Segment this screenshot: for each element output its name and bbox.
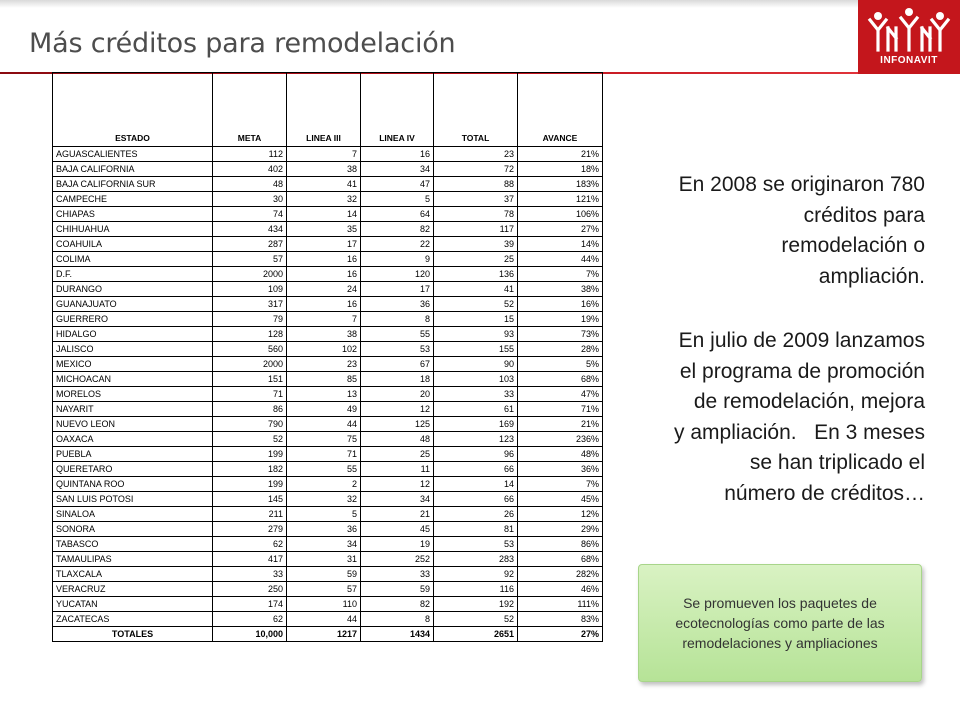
cell-avance: 73% [518, 327, 603, 342]
cell-linea-iii: 85 [287, 372, 361, 387]
cell-total: 93 [434, 327, 518, 342]
cell-meta: 112 [213, 147, 287, 162]
cell-linea-iv: 17 [361, 282, 434, 297]
cell-estado: MORELOS [53, 387, 213, 402]
cell-estado: TAMAULIPAS [53, 552, 213, 567]
cell-total: 123 [434, 432, 518, 447]
table-header-row [53, 73, 603, 147]
cell-linea-iv: 36 [361, 297, 434, 312]
cell-estado: SONORA [53, 522, 213, 537]
cell-total: 14 [434, 477, 518, 492]
cell-linea-iv: 33 [361, 567, 434, 582]
cell-estado: GUANAJUATO [53, 297, 213, 312]
table-row [53, 207, 603, 222]
cell-total: 52 [434, 612, 518, 627]
table-row [53, 462, 603, 477]
cell-avance: 71% [518, 402, 603, 417]
table-row [53, 552, 603, 567]
cell-estado: BAJA CALIFORNIA SUR [53, 177, 213, 192]
table-row [53, 282, 603, 297]
cell-linea-iii: 34 [287, 537, 361, 552]
cell-linea-iv: 34 [361, 162, 434, 177]
cell-estado: GUERRERO [53, 312, 213, 327]
cell-linea-iii: 31 [287, 552, 361, 567]
cell-avance: 83% [518, 612, 603, 627]
cell-meta: 30 [213, 192, 287, 207]
house-people-icon [858, 6, 960, 58]
totals-avance: 27% [518, 627, 603, 642]
cell-avance: 16% [518, 297, 603, 312]
cell-estado: HIDALGO [53, 327, 213, 342]
cell-total: 33 [434, 387, 518, 402]
cell-avance: 121% [518, 192, 603, 207]
cell-linea-iv: 19 [361, 537, 434, 552]
cell-linea-iii: 7 [287, 312, 361, 327]
cell-linea-iv: 11 [361, 462, 434, 477]
cell-linea-iii: 16 [287, 267, 361, 282]
totals-label: TOTALES [53, 627, 213, 642]
cell-avance: 48% [518, 447, 603, 462]
cell-total: 78 [434, 207, 518, 222]
note-line: remodelaciones y ampliaciones [682, 635, 878, 651]
cell-linea-iii: 44 [287, 612, 361, 627]
cell-linea-iv: 8 [361, 612, 434, 627]
cell-linea-iv: 18 [361, 372, 434, 387]
cell-avance: 14% [518, 237, 603, 252]
cell-meta: 199 [213, 447, 287, 462]
cell-total: 117 [434, 222, 518, 237]
cell-linea-iii: 57 [287, 582, 361, 597]
cell-estado: COAHUILA [53, 237, 213, 252]
cell-avance: 18% [518, 162, 603, 177]
note-line: Se promueven los paquetes de [683, 595, 877, 611]
cell-estado: MEXICO [53, 357, 213, 372]
cell-linea-iii: 5 [287, 507, 361, 522]
cell-total: 81 [434, 522, 518, 537]
text-line: y ampliación. En 3 meses [674, 420, 925, 444]
cell-linea-iv: 48 [361, 432, 434, 447]
cell-linea-iv: 16 [361, 147, 434, 162]
cell-estado: SINALOA [53, 507, 213, 522]
cell-total: 41 [434, 282, 518, 297]
cell-linea-iii: 23 [287, 357, 361, 372]
cell-linea-iv: 59 [361, 582, 434, 597]
cell-avance: 5% [518, 357, 603, 372]
cell-linea-iii: 24 [287, 282, 361, 297]
cell-linea-iii: 32 [287, 192, 361, 207]
cell-meta: 151 [213, 372, 287, 387]
text-line: el programa de promoción [679, 359, 925, 383]
table-row [53, 357, 603, 372]
cell-total: 37 [434, 192, 518, 207]
note-line: ecotecnologías como parte de las [675, 615, 885, 631]
cell-meta: 790 [213, 417, 287, 432]
cell-total: 88 [434, 177, 518, 192]
cell-linea-iii: 13 [287, 387, 361, 402]
cell-meta: 250 [213, 582, 287, 597]
cell-linea-iii: 38 [287, 327, 361, 342]
table-row [53, 432, 603, 447]
cell-linea-iii: 102 [287, 342, 361, 357]
cell-linea-iv: 20 [361, 387, 434, 402]
cell-total: 66 [434, 492, 518, 507]
totals-linea-iii: 1217 [287, 627, 361, 642]
cell-avance: 86% [518, 537, 603, 552]
cell-avance: 236% [518, 432, 603, 447]
cell-meta: 48 [213, 177, 287, 192]
cell-meta: 317 [213, 297, 287, 312]
cell-total: 61 [434, 402, 518, 417]
cell-linea-iii: 2 [287, 477, 361, 492]
cell-meta: 434 [213, 222, 287, 237]
cell-total: 66 [434, 462, 518, 477]
cell-estado: DURANGO [53, 282, 213, 297]
cell-avance: 46% [518, 582, 603, 597]
text-line: de remodelación, mejora [693, 390, 925, 413]
cell-linea-iv: 125 [361, 417, 434, 432]
cell-meta: 2000 [213, 267, 287, 282]
cell-avance: 36% [518, 462, 603, 477]
cell-avance: 7% [518, 267, 603, 282]
cell-meta: 79 [213, 312, 287, 327]
cell-total: 90 [434, 357, 518, 372]
cell-estado: ZACATECAS [53, 612, 213, 627]
table-row [53, 252, 603, 267]
cell-total: 53 [434, 537, 518, 552]
paragraph-2009 [608, 326, 925, 509]
cell-meta: 287 [213, 237, 287, 252]
cell-linea-iii: 16 [287, 252, 361, 267]
header-total: TOTAL [434, 73, 518, 147]
cell-linea-iii: 55 [287, 462, 361, 477]
header-estado: ESTADO [53, 73, 213, 147]
cell-linea-iv: 8 [361, 312, 434, 327]
cell-linea-iv: 5 [361, 192, 434, 207]
cell-estado: PUEBLA [53, 447, 213, 462]
cell-linea-iii: 14 [287, 207, 361, 222]
table-row [53, 147, 603, 162]
cell-estado: BAJA CALIFORNIA [53, 162, 213, 177]
cell-estado: AGUASCALIENTES [53, 147, 213, 162]
text-line: En 2008 se originaron 780 [678, 173, 925, 196]
cell-estado: SAN LUIS POTOSI [53, 492, 213, 507]
table-row [53, 447, 603, 462]
cell-total: 96 [434, 447, 518, 462]
text-line: ampliación. [818, 264, 925, 288]
cell-linea-iv: 252 [361, 552, 434, 567]
cell-estado: D.F. [53, 267, 213, 282]
cell-linea-iv: 9 [361, 252, 434, 267]
header-avance: AVANCE [518, 73, 603, 147]
table-row [53, 597, 603, 612]
cell-avance: 21% [518, 417, 603, 432]
cell-linea-iv: 25 [361, 447, 434, 462]
table-row [53, 237, 603, 252]
table-row [53, 192, 603, 207]
cell-estado: YUCATAN [53, 597, 213, 612]
cell-linea-iii: 41 [287, 177, 361, 192]
infonavit-logo [858, 0, 960, 74]
page-title: Más créditos para remodelación [29, 28, 456, 59]
totals-linea-iv: 1434 [361, 627, 434, 642]
table-row [53, 612, 603, 627]
table-row [53, 477, 603, 492]
cell-total: 169 [434, 417, 518, 432]
cell-meta: 57 [213, 252, 287, 267]
cell-meta: 62 [213, 612, 287, 627]
cell-estado: QUINTANA ROO [53, 477, 213, 492]
cell-linea-iv: 12 [361, 477, 434, 492]
cell-avance: 27% [518, 222, 603, 237]
table-row [53, 327, 603, 342]
cell-avance: 45% [518, 492, 603, 507]
cell-total: 26 [434, 507, 518, 522]
table-row [53, 342, 603, 357]
cell-linea-iii: 36 [287, 522, 361, 537]
cell-avance: 68% [518, 372, 603, 387]
cell-meta: 402 [213, 162, 287, 177]
cell-total: 39 [434, 237, 518, 252]
title-bar [0, 0, 960, 80]
cell-avance: 282% [518, 567, 603, 582]
text-line: remodelación o [781, 234, 925, 257]
cell-meta: 128 [213, 327, 287, 342]
cell-meta: 417 [213, 552, 287, 567]
table-row [53, 162, 603, 177]
cell-avance: 111% [518, 597, 603, 612]
cell-meta: 109 [213, 282, 287, 297]
cell-linea-iii: 17 [287, 237, 361, 252]
cell-linea-iii: 49 [287, 402, 361, 417]
cell-avance: 68% [518, 552, 603, 567]
text-line: créditos para [803, 203, 925, 227]
cell-total: 192 [434, 597, 518, 612]
cell-linea-iii: 38 [287, 162, 361, 177]
note-text [661, 593, 898, 653]
cell-linea-iv: 45 [361, 522, 434, 537]
cell-estado: CHIAPAS [53, 207, 213, 222]
cell-linea-iv: 64 [361, 207, 434, 222]
cell-meta: 182 [213, 462, 287, 477]
header-linea-iii: LINEA III [287, 73, 361, 147]
cell-linea-iv: 53 [361, 342, 434, 357]
totals-total: 2651 [434, 627, 518, 642]
table-row [53, 312, 603, 327]
cell-linea-iv: 12 [361, 402, 434, 417]
cell-avance: 29% [518, 522, 603, 537]
table-row [53, 267, 603, 282]
cell-estado: CAMPECHE [53, 192, 213, 207]
header-linea-iv: LINEA IV [361, 73, 434, 147]
cell-linea-iii: 44 [287, 417, 361, 432]
cell-meta: 86 [213, 402, 287, 417]
title-gradient [0, 0, 960, 8]
cell-total: 52 [434, 297, 518, 312]
table-row [53, 507, 603, 522]
cell-estado: TLAXCALA [53, 567, 213, 582]
cell-linea-iii: 16 [287, 297, 361, 312]
cell-linea-iv: 34 [361, 492, 434, 507]
cell-meta: 279 [213, 522, 287, 537]
cell-linea-iv: 120 [361, 267, 434, 282]
cell-estado: JALISCO [53, 342, 213, 357]
cell-linea-iv: 21 [361, 507, 434, 522]
table-row [53, 402, 603, 417]
table-row [53, 222, 603, 237]
cell-meta: 71 [213, 387, 287, 402]
cell-avance: 7% [518, 477, 603, 492]
cell-linea-iii: 7 [287, 147, 361, 162]
table-row [53, 387, 603, 402]
cell-avance: 19% [518, 312, 603, 327]
cell-linea-iii: 32 [287, 492, 361, 507]
cell-total: 15 [434, 312, 518, 327]
cell-estado: CHIHUAHUA [53, 222, 213, 237]
cell-linea-iii: 35 [287, 222, 361, 237]
cell-estado: VERACRUZ [53, 582, 213, 597]
cell-linea-iii: 110 [287, 597, 361, 612]
table-body [53, 147, 603, 627]
cell-total: 23 [434, 147, 518, 162]
cell-avance: 12% [518, 507, 603, 522]
cell-avance: 28% [518, 342, 603, 357]
table-row [53, 177, 603, 192]
cell-total: 155 [434, 342, 518, 357]
cell-meta: 52 [213, 432, 287, 447]
cell-avance: 21% [518, 147, 603, 162]
cell-meta: 33 [213, 567, 287, 582]
cell-estado: NUEVO LEON [53, 417, 213, 432]
cell-estado: OAXACA [53, 432, 213, 447]
cell-avance: 38% [518, 282, 603, 297]
cell-meta: 74 [213, 207, 287, 222]
cell-avance: 183% [518, 177, 603, 192]
cell-estado: MICHOACAN [53, 372, 213, 387]
cell-linea-iv: 55 [361, 327, 434, 342]
cell-meta: 2000 [213, 357, 287, 372]
totals-meta: 10,000 [213, 627, 287, 642]
cell-total: 25 [434, 252, 518, 267]
cell-meta: 560 [213, 342, 287, 357]
cell-meta: 211 [213, 507, 287, 522]
text-line: número de créditos… [724, 481, 925, 505]
cell-total: 136 [434, 267, 518, 282]
cell-meta: 145 [213, 492, 287, 507]
totals-row [53, 627, 603, 642]
cell-linea-iv: 22 [361, 237, 434, 252]
cell-linea-iv: 82 [361, 597, 434, 612]
cell-estado: QUERETARO [53, 462, 213, 477]
cell-total: 72 [434, 162, 518, 177]
cell-linea-iii: 59 [287, 567, 361, 582]
cell-avance: 106% [518, 207, 603, 222]
cell-linea-iv: 82 [361, 222, 434, 237]
cell-linea-iv: 67 [361, 357, 434, 372]
table-row [53, 522, 603, 537]
table-row [53, 582, 603, 597]
header-meta: META [213, 73, 287, 147]
cell-linea-iii: 71 [287, 447, 361, 462]
cell-meta: 199 [213, 477, 287, 492]
table-row [53, 297, 603, 312]
cell-estado: COLIMA [53, 252, 213, 267]
ecotech-note-box [638, 564, 922, 682]
table-row [53, 417, 603, 432]
text-line: En julio de 2009 lanzamos [678, 329, 925, 352]
table-row [53, 537, 603, 552]
credits-table [52, 72, 603, 642]
cell-total: 92 [434, 567, 518, 582]
cell-avance: 47% [518, 387, 603, 402]
cell-avance: 44% [518, 252, 603, 267]
cell-meta: 62 [213, 537, 287, 552]
cell-linea-iii: 75 [287, 432, 361, 447]
table-row [53, 492, 603, 507]
text-line: se han triplicado el [749, 451, 925, 474]
cell-linea-iv: 47 [361, 177, 434, 192]
cell-total: 283 [434, 552, 518, 567]
cell-total: 103 [434, 372, 518, 387]
cell-total: 116 [434, 582, 518, 597]
cell-estado: NAYARIT [53, 402, 213, 417]
table-row [53, 567, 603, 582]
table-row [53, 372, 603, 387]
cell-meta: 174 [213, 597, 287, 612]
paragraph-2008 [608, 170, 925, 292]
cell-estado: TABASCO [53, 537, 213, 552]
logo-wordmark: INFONAVIT [880, 55, 938, 66]
